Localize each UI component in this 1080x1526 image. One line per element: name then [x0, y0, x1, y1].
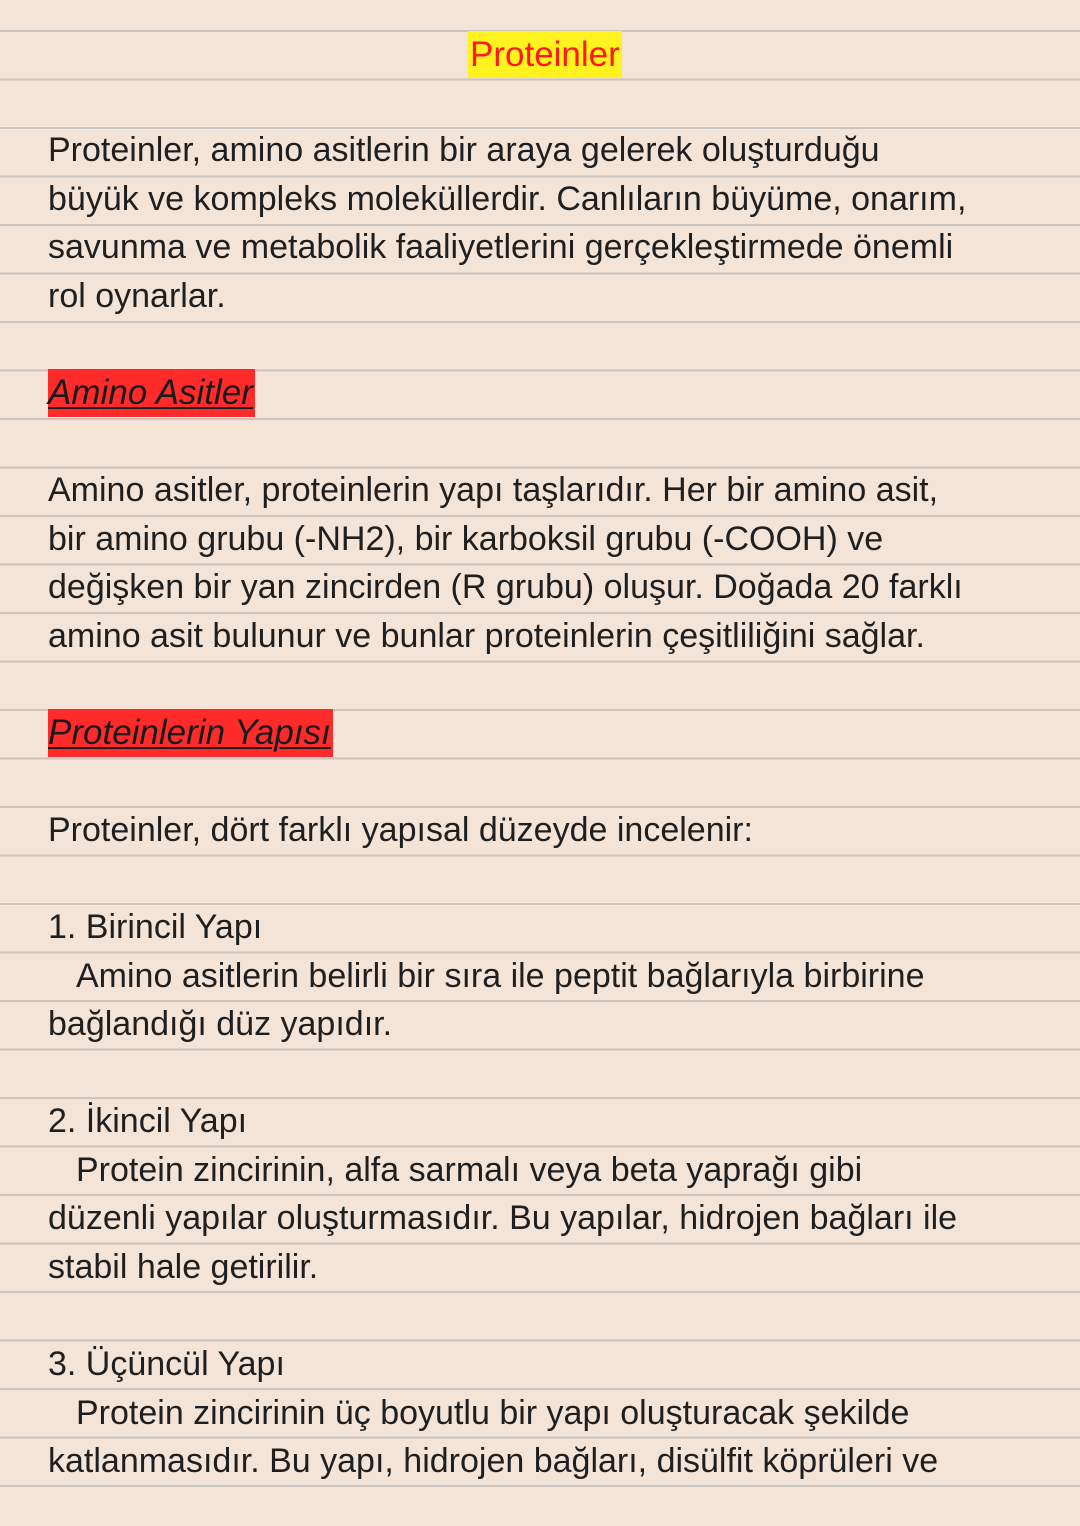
- item-line: düzenli yapılar oluşturmasıdır. Bu yapılar, hidrojen bağları ile: [48, 1199, 958, 1237]
- section-line: değişken bir yan zincirden (R grubu) oluşur. Doğada 20 farklı: [48, 568, 963, 606]
- item-line: Protein zincirinin üç boyutlu bir yapı oluşturacak şekilde: [76, 1394, 910, 1432]
- intro-line: büyük ve kompleks moleküllerdir. Canlıların büyüme, onarım,: [48, 180, 967, 218]
- item-title: 2. İkincil Yapı: [48, 1102, 248, 1140]
- item-line: Amino asitlerin belirli bir sıra ile peptit bağlarıyla birbirine: [76, 957, 925, 995]
- item-line: Protein zincirinin, alfa sarmalı veya beta yaprağı gibi: [76, 1151, 863, 1189]
- section-line: bir amino grubu (-NH2), bir karboksil grubu (-COOH) ve: [48, 520, 884, 558]
- section-line: amino asit bulunur ve bunlar proteinlerin çeşitliliğini sağlar.: [48, 617, 925, 655]
- item-title: 1. Birincil Yapı: [48, 908, 263, 946]
- intro-line: savunma ve metabolik faaliyetlerini gerçekleştirmede önemli: [48, 228, 954, 266]
- item-line: bağlandığı düz yapıdır.: [48, 1005, 393, 1043]
- section-heading-protein-structure: Proteinlerin Yapısı: [48, 709, 333, 757]
- intro-line: Proteinler, amino asitlerin bir araya gelerek oluşturduğu: [48, 131, 880, 169]
- item-title: 3. Üçüncül Yapı: [48, 1345, 285, 1383]
- intro-line: rol oynarlar.: [48, 277, 226, 315]
- section-line: Amino asitler, proteinlerin yapı taşlarıdır. Her bir amino asit,: [48, 471, 939, 509]
- section-intro: Proteinler, dört farklı yapısal düzeyde incelenir:: [48, 811, 753, 849]
- section-heading-amino-acids: Amino Asitler: [48, 369, 255, 417]
- item-line: stabil hale getirilir.: [48, 1248, 319, 1286]
- page-title: Proteinler: [468, 31, 622, 78]
- item-line: katlanmasıdır. Bu yapı, hidrojen bağları, disülfit köprüleri ve: [48, 1442, 939, 1480]
